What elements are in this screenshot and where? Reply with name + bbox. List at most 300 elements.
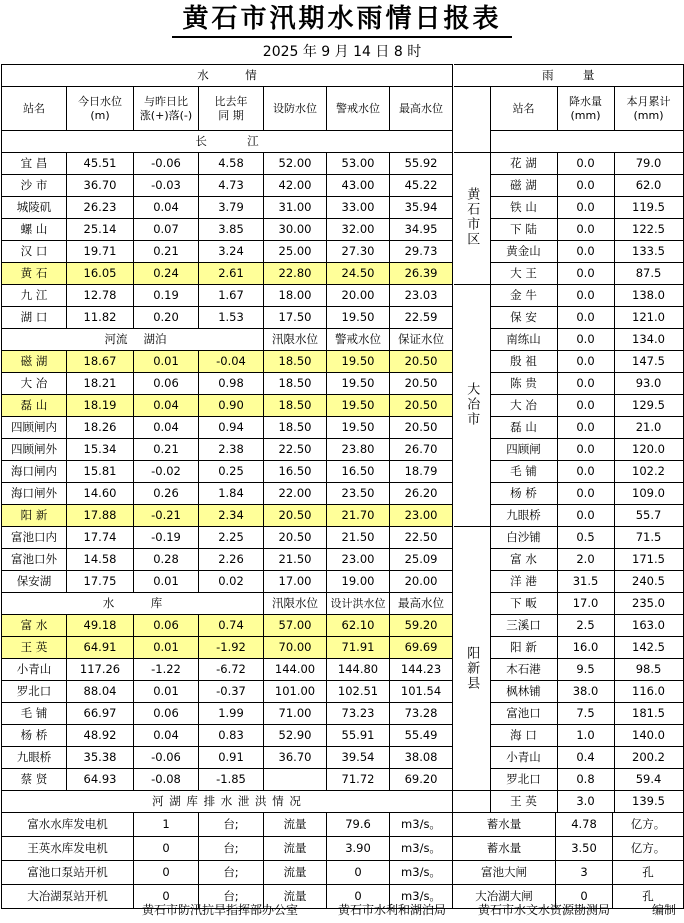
monthly-total-value: 116.0	[614, 681, 683, 703]
rainfall-value: 0.0	[557, 505, 614, 527]
rain-station-name: 金 牛	[490, 285, 557, 307]
value-cell: 1.84	[199, 483, 264, 505]
value-cell: 29.73	[390, 241, 453, 263]
rainfall-value: 0.0	[557, 219, 614, 241]
title-underline	[172, 36, 512, 38]
value-cell: 0.04	[134, 197, 199, 219]
flow-value: 79.6	[327, 813, 390, 837]
rain-station-name: 罗北口	[490, 769, 557, 791]
value-cell: 19.71	[67, 241, 134, 263]
value-cell: -1.85	[199, 769, 264, 791]
column-header-warn: 警戒水位	[327, 87, 390, 131]
value-cell: 49.18	[67, 615, 134, 637]
station-name: 蔡 贤	[2, 769, 67, 791]
station-name: 汉 口	[2, 241, 67, 263]
table-row	[454, 285, 683, 307]
rain-section-title: 雨 量	[454, 65, 683, 87]
rainfall-value: 0.0	[557, 175, 614, 197]
monthly-total-value: 93.0	[614, 373, 683, 395]
value-cell: -6.72	[199, 659, 264, 681]
value-cell: 36.70	[264, 747, 327, 769]
value-cell: 71.00	[264, 703, 327, 725]
value-cell: 20.00	[327, 285, 390, 307]
value-cell: 0.90	[199, 395, 264, 417]
value-cell: 18.79	[390, 461, 453, 483]
monthly-total-value: 171.5	[614, 549, 683, 571]
value-cell: 45.22	[390, 175, 453, 197]
rain-station-name: 富池口	[490, 703, 557, 725]
table-row	[2, 681, 453, 703]
monthly-total-value: 59.4	[614, 769, 683, 791]
rainfall-value: 0.0	[557, 241, 614, 263]
value-cell: 2.61	[199, 263, 264, 285]
storage-label: 蓄水量	[453, 837, 556, 861]
district-label	[454, 285, 490, 527]
value-cell: 59.20	[390, 615, 453, 637]
rain-column-header-station: 站名	[490, 87, 557, 131]
station-name: 九眼桥	[2, 747, 67, 769]
monthly-total-value: 102.2	[614, 461, 683, 483]
value-cell: 24.50	[327, 263, 390, 285]
value-cell: 144.00	[264, 659, 327, 681]
flow-value: 0	[327, 861, 390, 885]
storage-label: 蓄水量	[453, 813, 556, 837]
value-cell: 144.80	[327, 659, 390, 681]
value-cell: 25.14	[67, 219, 134, 241]
value-cell: 22.50	[264, 439, 327, 461]
table-row	[2, 505, 453, 527]
value-cell: 14.58	[67, 549, 134, 571]
value-cell: 52.00	[264, 153, 327, 175]
value-cell: 64.93	[67, 769, 134, 791]
value-cell: 23.00	[390, 505, 453, 527]
table-row	[2, 813, 684, 837]
value-cell: 0.01	[134, 571, 199, 593]
monthly-total-value: 120.0	[614, 439, 683, 461]
value-cell: 22.50	[390, 527, 453, 549]
table-row	[454, 153, 683, 175]
value-cell: 4.73	[199, 175, 264, 197]
value-cell: 1.67	[199, 285, 264, 307]
station-name: 磁 湖	[2, 351, 67, 373]
station-name: 螺 山	[2, 219, 67, 241]
value-cell: 16.05	[67, 263, 134, 285]
value-cell: 102.51	[327, 681, 390, 703]
value-cell: 0.04	[134, 725, 199, 747]
rainfall-value: 0.0	[557, 373, 614, 395]
value-cell: 0.21	[134, 439, 199, 461]
storage-label: 富池大闸	[453, 861, 556, 885]
value-cell: 18.21	[67, 373, 134, 395]
rain-station-name: 下 陆	[490, 219, 557, 241]
value-cell: 101.54	[390, 681, 453, 703]
value-cell: 66.97	[67, 703, 134, 725]
table-row	[454, 65, 683, 87]
rain-station-name: 黄金山	[490, 241, 557, 263]
value-cell: 27.30	[327, 241, 390, 263]
rainfall-value: 0.0	[557, 417, 614, 439]
table-row	[2, 747, 453, 769]
value-cell: 71.91	[327, 637, 390, 659]
value-cell: 34.95	[390, 219, 453, 241]
monthly-total-value: 181.5	[614, 703, 683, 725]
rain-station-name: 下 畈	[490, 593, 557, 615]
value-cell: 19.50	[327, 351, 390, 373]
table-row	[2, 615, 453, 637]
footer-role: 编制	[652, 903, 677, 917]
column-header-guarantee: 保证水位	[390, 329, 453, 351]
rivers-label: 河流	[2, 329, 134, 351]
rain-station-name: 磁 湖	[490, 175, 557, 197]
rain-station-name: 三溪口	[490, 615, 557, 637]
value-cell: 21.50	[327, 527, 390, 549]
rainfall-value: 7.5	[557, 703, 614, 725]
count-unit: 台;	[199, 813, 264, 837]
value-cell: 0.24	[134, 263, 199, 285]
rain-station-name: 铁 山	[490, 197, 557, 219]
table-row	[2, 837, 684, 861]
rain-station-name: 殷 祖	[490, 351, 557, 373]
value-cell: 53.00	[327, 153, 390, 175]
value-cell: 1.53	[199, 307, 264, 329]
value-cell: 88.04	[67, 681, 134, 703]
reservoirs-label: 水 库	[2, 593, 264, 615]
value-cell: 18.50	[264, 395, 327, 417]
value-cell: -0.06	[134, 747, 199, 769]
district-header-blank	[454, 87, 490, 131]
rain-station-name: 毛 铺	[490, 461, 557, 483]
district-label	[454, 527, 490, 813]
table-row	[2, 549, 453, 571]
value-cell: 17.00	[264, 571, 327, 593]
count-unit: 台;	[199, 861, 264, 885]
value-cell: 18.00	[264, 285, 327, 307]
rainfall-value: 0.8	[557, 769, 614, 791]
rainfall-value: 2.0	[557, 549, 614, 571]
equipment-name: 富水水库发电机	[2, 813, 134, 837]
table-row	[2, 769, 453, 791]
flow-label: 流量	[264, 813, 327, 837]
column-header-max: 最高水位	[390, 593, 453, 615]
value-cell: 11.82	[67, 307, 134, 329]
storage-label: 大冶湖大闸	[453, 885, 556, 909]
report-title: 黄石市汛期水雨情日报表	[182, 4, 502, 34]
storage-unit: 亿方。	[613, 837, 684, 861]
value-cell: 16.50	[327, 461, 390, 483]
value-cell: 2.26	[199, 549, 264, 571]
value-cell: 19.50	[327, 395, 390, 417]
table-row	[2, 417, 453, 439]
footer-org-hydrology-bureau: 黄石市水文水资源勘测局	[478, 903, 611, 917]
equipment-name: 富池口泵站开机	[2, 861, 134, 885]
monthly-total-value: 133.5	[614, 241, 683, 263]
value-cell: 0.01	[134, 637, 199, 659]
rain-station-name: 磊 山	[490, 417, 557, 439]
table-row	[2, 65, 453, 87]
value-cell: 144.23	[390, 659, 453, 681]
monthly-total-value: 142.5	[614, 637, 683, 659]
value-cell: 17.75	[67, 571, 134, 593]
flow-label: 流量	[264, 837, 327, 861]
value-cell: 71.72	[327, 769, 390, 791]
value-cell: 48.92	[67, 725, 134, 747]
value-cell: 3.85	[199, 219, 264, 241]
value-cell: 0.01	[134, 681, 199, 703]
value-cell: 69.20	[390, 769, 453, 791]
rainfall-value: 0.0	[557, 285, 614, 307]
storage-unit: 孔	[613, 885, 684, 909]
value-cell: 33.00	[327, 197, 390, 219]
table-row	[2, 175, 453, 197]
value-cell: 0.07	[134, 219, 199, 241]
monthly-total-value: 122.5	[614, 219, 683, 241]
value-cell: -0.08	[134, 769, 199, 791]
value-cell: 0.06	[134, 373, 199, 395]
equipment-name: 大冶湖泵站开机	[2, 885, 134, 909]
station-name: 富池口内	[2, 527, 67, 549]
value-cell: 17.50	[264, 307, 327, 329]
value-cell: 0.98	[199, 373, 264, 395]
value-cell: 43.00	[327, 175, 390, 197]
count-unit: 台;	[199, 837, 264, 861]
column-header-warning: 警戒水位	[327, 329, 390, 351]
storage-unit: 孔	[613, 861, 684, 885]
unit-count: 0	[134, 885, 199, 909]
value-cell: 0.06	[134, 703, 199, 725]
flow-label: 流量	[264, 885, 327, 909]
district-name: 黄石市区	[464, 187, 480, 247]
value-cell: 16.50	[264, 461, 327, 483]
value-cell: 38.08	[390, 747, 453, 769]
unit-count: 0	[134, 837, 199, 861]
value-cell: 2.38	[199, 439, 264, 461]
rain-station-name: 海 口	[490, 725, 557, 747]
table-row	[454, 87, 683, 131]
column-header-setup: 设防水位	[264, 87, 327, 131]
value-cell: -1.22	[134, 659, 199, 681]
value-cell: 4.58	[199, 153, 264, 175]
value-cell: 20.50	[264, 505, 327, 527]
table-row	[454, 527, 683, 549]
rain-station-name: 陈 贵	[490, 373, 557, 395]
table-row	[2, 219, 453, 241]
station-name: 罗北口	[2, 681, 67, 703]
rainfall-table	[454, 64, 684, 813]
monthly-total-value: 119.5	[614, 197, 683, 219]
value-cell: 2.34	[199, 505, 264, 527]
station-name: 毛 铺	[2, 703, 67, 725]
station-name: 大 冶	[2, 373, 67, 395]
value-cell: 20.50	[264, 527, 327, 549]
column-header-flood-limit: 汛限水位	[264, 329, 327, 351]
value-cell: 23.80	[327, 439, 390, 461]
value-cell: 32.00	[327, 219, 390, 241]
monthly-total-value: 79.0	[614, 153, 683, 175]
water-level-table	[1, 64, 453, 791]
rainfall-value: 3.0	[557, 791, 614, 813]
value-cell: 36.70	[67, 175, 134, 197]
column-header-max: 最高水位	[390, 87, 453, 131]
value-cell: 69.69	[390, 637, 453, 659]
station-name: 海口闸内	[2, 461, 67, 483]
rain-station-name: 南练山	[490, 329, 557, 351]
rainfall-value: 38.0	[557, 681, 614, 703]
monthly-total-value: 138.0	[614, 285, 683, 307]
table-row	[2, 131, 453, 153]
value-cell: 101.00	[264, 681, 327, 703]
station-name: 小青山	[2, 659, 67, 681]
rain-station-name: 大 王	[490, 263, 557, 285]
rainfall-value: 0.0	[557, 439, 614, 461]
unit-count: 1	[134, 813, 199, 837]
table-row	[2, 351, 453, 373]
rain-station-name: 四顾闸	[490, 439, 557, 461]
monthly-total-value: 55.7	[614, 505, 683, 527]
rain-column-header-rainfall: 降水量 (mm)	[557, 87, 614, 131]
value-cell: -0.37	[199, 681, 264, 703]
table-row	[2, 593, 453, 615]
value-cell: 14.60	[67, 483, 134, 505]
value-cell: 20.00	[390, 571, 453, 593]
district-name: 阳新县	[464, 645, 480, 691]
equipment-name: 王英水库发电机	[2, 837, 134, 861]
table-row	[2, 241, 453, 263]
value-cell: 20.50	[390, 351, 453, 373]
district-name: 大冶市	[464, 381, 480, 427]
monthly-total-value: 240.5	[614, 571, 683, 593]
value-cell: 19.50	[327, 417, 390, 439]
station-name: 阳 新	[2, 505, 67, 527]
rainfall-value: 17.0	[557, 593, 614, 615]
yangtze-section-label: 长 江	[2, 131, 453, 153]
station-name: 富池口外	[2, 549, 67, 571]
storage-value: 4.78	[556, 813, 613, 837]
monthly-total-value: 163.0	[614, 615, 683, 637]
station-name: 王 英	[2, 637, 67, 659]
value-cell: 0.01	[134, 351, 199, 373]
value-cell: 35.94	[390, 197, 453, 219]
value-cell: 19.50	[327, 373, 390, 395]
monthly-total-value: 98.5	[614, 659, 683, 681]
value-cell: -0.06	[134, 153, 199, 175]
value-cell: 21.50	[264, 549, 327, 571]
rain-station-name: 洋 港	[490, 571, 557, 593]
flow-unit: m3/s。	[390, 885, 453, 909]
monthly-total-value: 87.5	[614, 263, 683, 285]
footer-org-water-bureau: 黄石市水利和湖泊局	[338, 903, 447, 917]
value-cell: 0.25	[199, 461, 264, 483]
table-row	[454, 131, 683, 153]
value-cell: 25.00	[264, 241, 327, 263]
storage-value: 3	[556, 861, 613, 885]
table-row	[2, 861, 684, 885]
discharge-title-blank	[453, 791, 684, 813]
table-row	[2, 725, 453, 747]
value-cell: 23.50	[327, 483, 390, 505]
rain-station-name: 小青山	[490, 747, 557, 769]
station-name: 保安湖	[2, 571, 67, 593]
rain-station-name: 大 冶	[490, 395, 557, 417]
monthly-total-value: 129.5	[614, 395, 683, 417]
table-row	[2, 483, 453, 505]
table-row	[2, 461, 453, 483]
table-row	[2, 439, 453, 461]
value-cell: 3.79	[199, 197, 264, 219]
value-cell: 15.34	[67, 439, 134, 461]
table-row	[2, 373, 453, 395]
rain-station-name: 杨 桥	[490, 483, 557, 505]
column-header-station: 站名	[2, 87, 67, 131]
value-cell: 30.00	[264, 219, 327, 241]
rain-station-name: 王 英	[490, 791, 557, 813]
monthly-total-value: 21.0	[614, 417, 683, 439]
value-cell: 55.91	[327, 725, 390, 747]
value-cell: 17.88	[67, 505, 134, 527]
rainfall-value: 16.0	[557, 637, 614, 659]
flow-unit: m3/s。	[390, 861, 453, 885]
table-row	[2, 637, 453, 659]
value-cell: -0.21	[134, 505, 199, 527]
discharge-title: 河 湖 库 排 水 泄 洪 情 况	[2, 791, 453, 813]
value-cell: 26.39	[390, 263, 453, 285]
value-cell: 73.28	[390, 703, 453, 725]
count-unit: 台;	[199, 885, 264, 909]
value-cell: 26.23	[67, 197, 134, 219]
table-row	[2, 263, 453, 285]
value-cell: 0.06	[134, 615, 199, 637]
lakes-label: 湖泊	[134, 329, 264, 351]
value-cell: -0.03	[134, 175, 199, 197]
value-cell: 31.00	[264, 197, 327, 219]
storage-value: 0	[556, 885, 613, 909]
column-header-flood-limit: 汛限水位	[264, 593, 327, 615]
value-cell: 18.50	[264, 351, 327, 373]
rainfall-value: 0.0	[557, 395, 614, 417]
footer-org-flood-office: 黄石市防汛抗旱指挥部办公室	[142, 903, 299, 917]
rain-station-name: 花 湖	[490, 153, 557, 175]
value-cell: 19.50	[327, 307, 390, 329]
rainfall-value: 0.0	[557, 461, 614, 483]
rainfall-value: 0.0	[557, 351, 614, 373]
station-name: 富 水	[2, 615, 67, 637]
value-cell: 18.19	[67, 395, 134, 417]
rainfall-value: 0.0	[557, 197, 614, 219]
value-cell: 12.78	[67, 285, 134, 307]
value-cell: 0.21	[134, 241, 199, 263]
value-cell: 45.51	[67, 153, 134, 175]
table-row	[2, 285, 453, 307]
rain-station-name: 枫林铺	[490, 681, 557, 703]
rainfall-value: 9.5	[557, 659, 614, 681]
flow-unit: m3/s。	[390, 837, 453, 861]
rainfall-value: 0.4	[557, 747, 614, 769]
station-name: 城陵矶	[2, 197, 67, 219]
monthly-total-value: 140.0	[614, 725, 683, 747]
storage-value: 3.50	[556, 837, 613, 861]
value-cell: 20.50	[390, 395, 453, 417]
monthly-total-value: 109.0	[614, 483, 683, 505]
table-row	[2, 527, 453, 549]
value-cell: 26.70	[390, 439, 453, 461]
station-name: 九 江	[2, 285, 67, 307]
value-cell: 52.90	[264, 725, 327, 747]
value-cell: 0.94	[199, 417, 264, 439]
value-cell: 23.00	[327, 549, 390, 571]
value-cell: 1.99	[199, 703, 264, 725]
unit-count: 0	[134, 861, 199, 885]
rain-station-name: 九眼桥	[490, 505, 557, 527]
value-cell: 22.00	[264, 483, 327, 505]
